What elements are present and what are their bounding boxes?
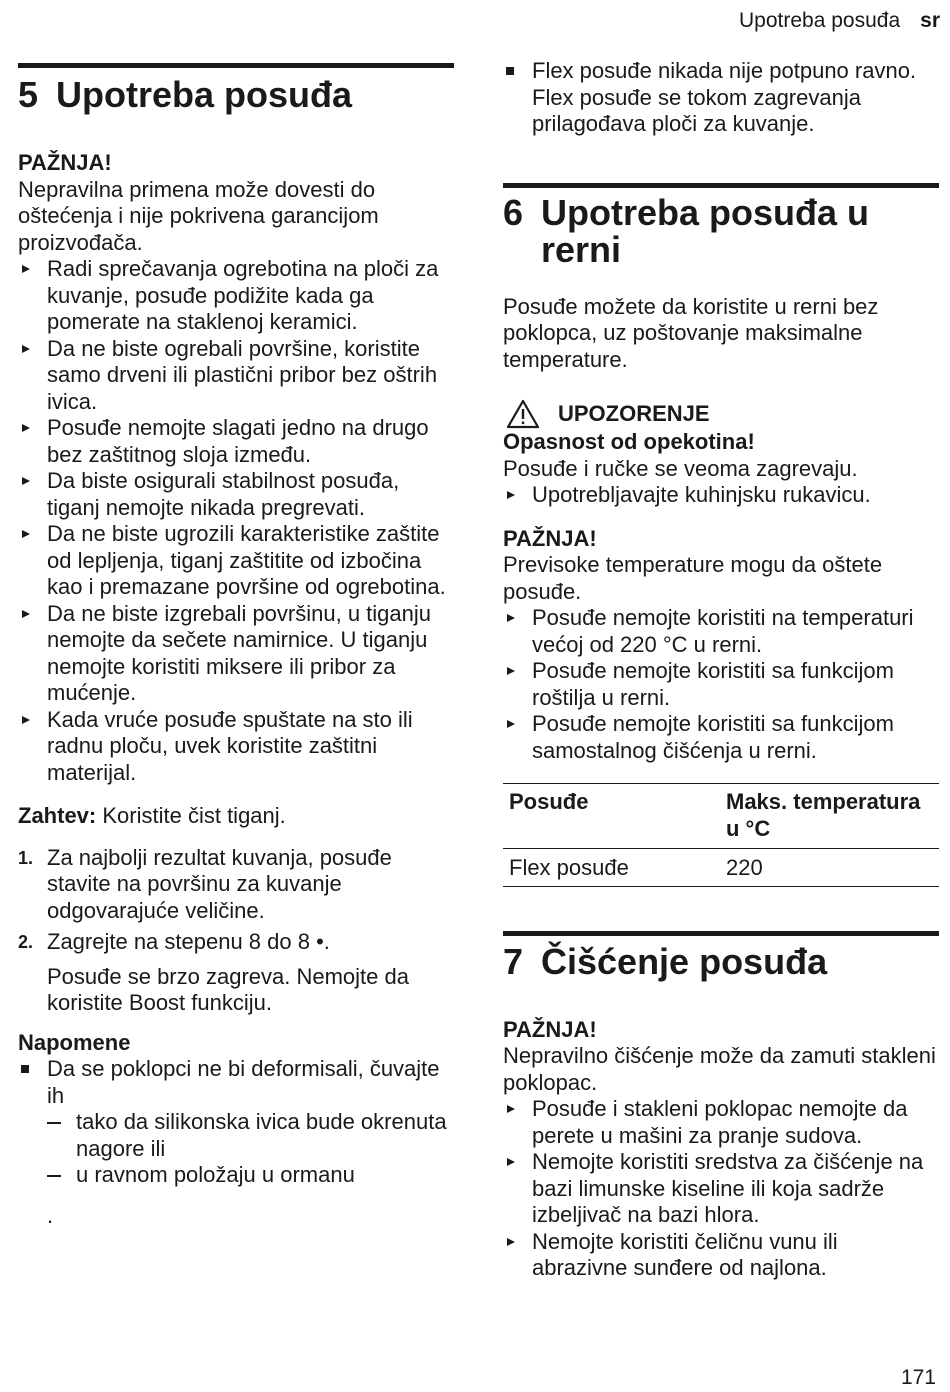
table-header-cell: Posuđe [509,789,589,814]
notice-text: Nepravilno čišćenje može da zamuti stakleni poklopac. [503,1043,936,1095]
warning-text: Posuđe i ručke se veoma zagrevaju. [503,455,858,481]
warning-label: UPOZORENJE [558,400,710,426]
list-item: Da ne biste ugrozili karakteristike zaštite od lepljenja, tiganj zaštitite od izbočina kao i premazane površine od ogrebotina. [18,521,454,601]
step-text: Za najbolji rezultat kuvanja, posuđe stavite na površinu za kuvanje odgovarajuće veličine. [47,844,392,923]
notes-item [18,1056,454,1189]
warning-triangle-icon [506,399,540,429]
section-rule [503,931,939,936]
notice-block [503,526,939,765]
running-header-title: Upotreba posuđa [739,9,901,32]
section-number: 5 [18,74,39,115]
notes-item-text: Da se poklopci ne bi deformisali, čuvajte ih [47,1056,440,1108]
list-item: Da ne biste izgrebali površinu, u tiganju nemojte da sečete namirnice. U tiganju nemojte koristiti miksere ili pribor za mućenje. [18,601,454,707]
list-item: Posuđe nemojte koristiti sa funkcijom roštilja u rerni. [503,658,939,711]
list-item: Upotrebljavajte kuhinjsku rukavicu. [503,482,939,509]
section-rule [18,63,454,68]
step-result: Posuđe se brzo zagreva. Nemojte da koristite Boost funkciju. [47,963,409,1015]
list-item: Da biste osigurali stabilnost posuđa, tiganj nemojte nikada pregrevati. [18,468,454,521]
notice-text: Nepravilna primena može dovesti do oštećenja i nije pokrivena garancijom proizvođača. [18,176,379,255]
list-item: Radi sprečavanja ogrebotina na ploči za kuvanje, posuđe podižite kada ga pomerate na staklenoj keramici. [18,256,454,336]
notes-sublist [47,1109,454,1189]
section-title: Čišćenje posuđa [541,940,828,982]
list-item: Posuđe nemojte koristiti na temperaturi većoj od 220 °C u rerni. [503,605,939,658]
left-column [18,0,454,1229]
section-title: Upotreba posuđa u rerni [541,191,870,270]
stray-dot: . [47,1202,54,1228]
section-number: 6 [503,191,524,233]
requirement-text: Koristite čist tiganj. [102,803,286,828]
step-item [18,929,454,956]
warning-block [503,399,939,509]
list-item: Da ne biste ogrebali površine, koristite samo drveni ili plastični pribor bez oštrih ivica. [18,336,454,416]
section-5-heading [18,76,454,113]
table-cell: Flex posuđe [509,855,629,880]
step-item [18,845,454,925]
step-number: 1. [18,847,34,868]
notice-list [503,1096,939,1282]
step-list [18,845,454,956]
notice-block [503,1017,939,1282]
table-header-row [503,784,939,849]
notice-label: PAŽNJA! [503,1016,597,1042]
section-6-heading [503,191,939,270]
section-rule [503,183,939,188]
section-intro: Posuđe možete da koristite u rerni bez poklopca, uz poštovanje maksimalne temperature. [503,293,879,372]
notice-list [18,256,454,786]
notes-block [18,1030,454,1230]
page-number: 171 [900,1366,936,1389]
notes-list-continued [503,58,939,138]
requirement [18,803,454,830]
language-code: sr [920,9,940,32]
table-row [503,849,939,887]
notice-label: PAŽNJA! [18,150,112,175]
temperature-table [503,783,939,887]
notes-subitem: tako da silikonska ivica bude okrenuta nagore ili [47,1109,454,1162]
right-column [503,0,939,1282]
list-item: Posuđe nemojte slagati jedno na drugo bez zaštitnog sloja između. [18,415,454,468]
notes-label: Napomene [18,1029,131,1055]
section-7-heading [503,940,939,982]
requirement-label: Zahtev: [18,803,97,828]
notice-label: PAŽNJA! [503,525,597,551]
table-cell: 220 [726,855,763,880]
notice-block [18,150,454,786]
section-number: 7 [503,940,524,982]
step-number: 2. [18,932,34,952]
warning-heading [503,399,939,429]
list-item: Nemojte koristiti sredstva za čišćenje na bazi limunske kiseline ili koja sadrže izbeljivač na bazi hlora. [503,1149,939,1229]
notes-subitem: u ravnom položaju u ormanu [47,1162,454,1189]
section-title: Upotreba posuđa [56,74,353,115]
step-text: Zagrejte na stepenu 8 do 8 •. [47,929,330,954]
list-item: Kada vruće posuđe spuštate na sto ili radnu ploču, uvek koristite zaštitni materijal. [18,707,454,787]
notes-item: Flex posuđe nikada nije potpuno ravno. Flex posuđe se tokom zagrevanja prilagođava ploči za kuvanje. [503,58,939,138]
list-item: Posuđe i stakleni poklopac nemojte da perete u mašini za pranje sudova. [503,1096,939,1149]
table-header-cell: Maks. temperatura u °C [726,789,921,841]
list-item: Posuđe nemojte koristiti sa funkcijom samostalnog čišćenja u rerni. [503,711,939,764]
warning-subtitle: Opasnost od opekotina! [503,429,755,454]
notes-list [18,1056,454,1189]
list-item: Nemojte koristiti čeličnu vunu ili abrazivne sunđere od najlona. [503,1229,939,1282]
notice-list [503,605,939,764]
notice-text: Previsoke temperature mogu da oštete posuđe. [503,552,883,604]
warning-list [503,482,939,509]
